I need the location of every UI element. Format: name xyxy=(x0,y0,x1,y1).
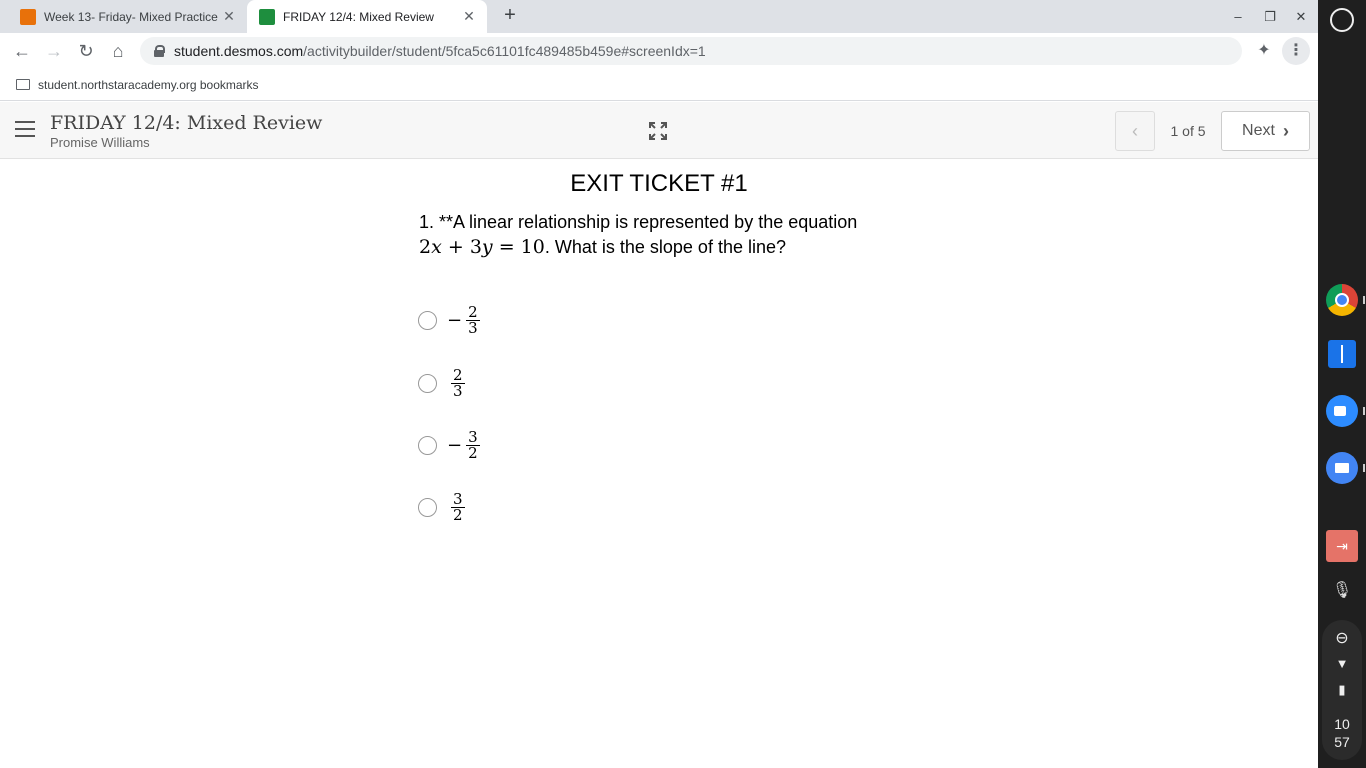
close-tab-icon[interactable]: ✕ xyxy=(223,8,235,24)
book-app-icon[interactable] xyxy=(1328,340,1356,368)
equation: 2x + 3y = 10 xyxy=(419,236,545,258)
folder-icon xyxy=(16,79,30,90)
battery-icon: ▮ xyxy=(1338,682,1346,697)
next-screen-button[interactable] xyxy=(1221,111,1310,151)
hamburger-menu-icon[interactable] xyxy=(15,121,35,139)
do-not-disturb-icon: ⊖ xyxy=(1335,630,1349,647)
tab-week13[interactable] xyxy=(0,0,247,33)
question-tail: . What is the slope of the line? xyxy=(544,237,786,257)
forward-button[interactable]: → xyxy=(45,41,63,61)
question-text xyxy=(419,210,939,260)
tab-friday-review[interactable] xyxy=(247,0,487,33)
running-indicator xyxy=(1363,464,1365,472)
os-shelf xyxy=(1318,0,1366,768)
radio-button[interactable] xyxy=(418,311,437,330)
choice-option-4[interactable]: $\frac{3}{2}$ xyxy=(418,487,465,527)
url-host: student.desmos.com xyxy=(174,43,304,59)
activity-screen xyxy=(0,160,1318,768)
close-tab-icon[interactable]: ✕ xyxy=(463,8,475,24)
choice-option-2[interactable]: $\frac{2}{3}$ xyxy=(418,363,465,403)
choice-option-1[interactable]: − $\frac{2}{3}$ xyxy=(418,300,480,340)
fullscreen-expand-icon[interactable] xyxy=(649,122,667,140)
previous-screen-button[interactable]: ‹ xyxy=(1115,111,1155,151)
clock-minute: 57 xyxy=(1334,734,1350,750)
page-indicator: 1 of 5 xyxy=(1170,123,1206,139)
student-name: Promise Williams xyxy=(50,135,150,150)
zoom-app-icon[interactable] xyxy=(1326,395,1358,427)
browser-toolbar xyxy=(0,33,1318,69)
back-button[interactable]: ← xyxy=(13,41,31,61)
address-bar[interactable] xyxy=(140,37,1242,65)
files-app-icon[interactable] xyxy=(1326,452,1358,484)
new-tab-button[interactable]: + xyxy=(504,4,516,26)
chrome-app-icon[interactable] xyxy=(1326,284,1358,316)
activity-title: FRIDAY 12/4: Mixed Review xyxy=(50,112,323,134)
question-line: 1. **A linear relationship is represented by the equation xyxy=(419,212,858,232)
microphone-icon[interactable]: 🎙 xyxy=(1331,582,1353,599)
reload-button[interactable]: ↻ xyxy=(78,41,94,61)
desmos-favicon-icon xyxy=(259,9,275,25)
extensions-puzzle-icon[interactable]: ✦ xyxy=(1257,42,1271,59)
screen-title: EXIT TICKET #1 xyxy=(570,170,748,197)
radio-button[interactable] xyxy=(418,374,437,393)
tab-strip xyxy=(0,0,1318,33)
bookmark-folder-link[interactable]: student.northstaracademy.org bookmarks xyxy=(38,77,259,92)
exit-app-icon[interactable]: ⇥ xyxy=(1326,530,1358,562)
running-indicator xyxy=(1363,407,1365,415)
next-label: Next xyxy=(1242,122,1275,139)
home-button[interactable]: ⌂ xyxy=(112,41,124,61)
classroom-favicon-icon xyxy=(20,9,36,25)
clock-hour: 10 xyxy=(1334,716,1350,732)
wifi-icon: ▼ xyxy=(1335,656,1349,671)
radio-button[interactable] xyxy=(418,436,437,455)
tab-title: FRIDAY 12/4: Mixed Review xyxy=(283,9,434,24)
bookmarks-bar xyxy=(0,69,1318,101)
restore-button[interactable]: ❐ xyxy=(1264,9,1276,24)
url-path: /activitybuilder/student/5fca5c61101fc489485b459e#screenIdx=1 xyxy=(303,43,706,59)
minimize-button[interactable]: – xyxy=(1234,9,1242,24)
radio-button[interactable] xyxy=(418,498,437,517)
close-window-button[interactable]: ✕ xyxy=(1295,9,1307,24)
choice-option-3[interactable]: − $\frac{3}{2}$ xyxy=(418,425,480,465)
chevron-right-icon: › xyxy=(1282,120,1289,141)
browser-menu-icon[interactable]: ⋮ xyxy=(1282,37,1310,65)
lock-icon[interactable] xyxy=(154,45,164,57)
status-tray[interactable] xyxy=(1322,620,1362,760)
question-line-2 xyxy=(419,235,939,260)
activity-header xyxy=(0,102,1318,159)
tab-title: Week 13- Friday- Mixed Practice xyxy=(44,9,218,24)
running-indicator xyxy=(1363,296,1365,304)
launcher-icon[interactable] xyxy=(1330,8,1354,32)
